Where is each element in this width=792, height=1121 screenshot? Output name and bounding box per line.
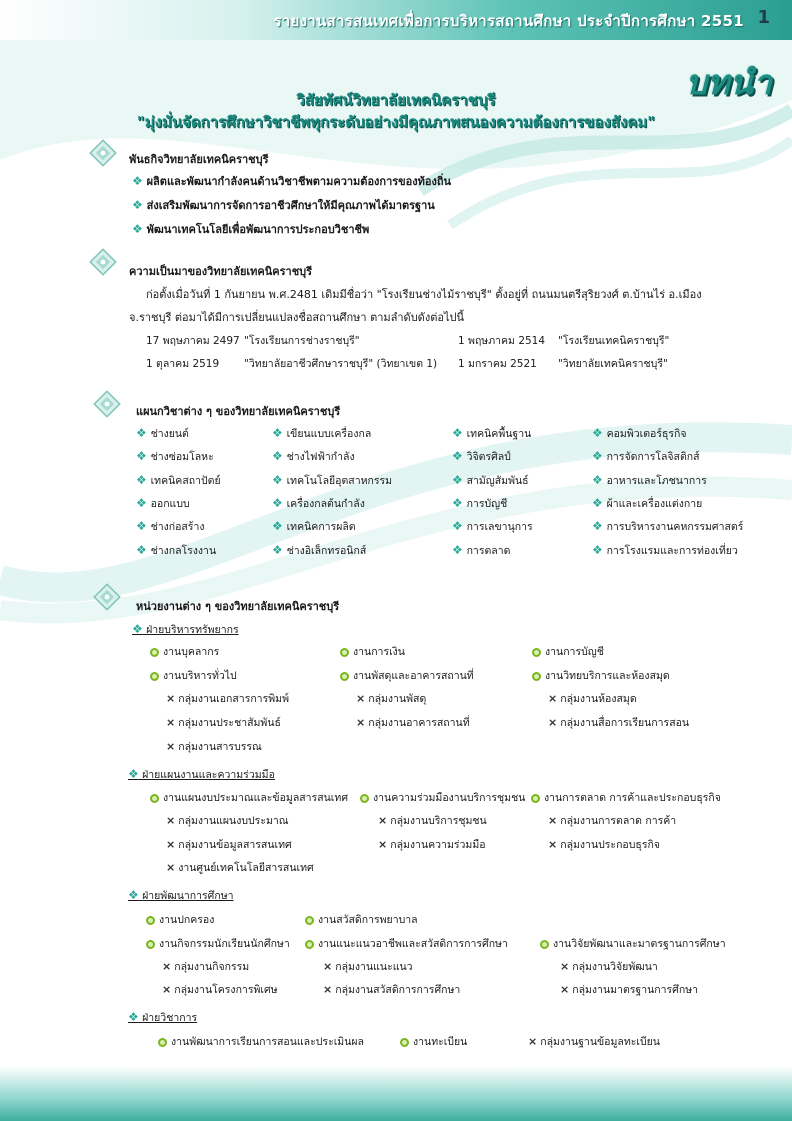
group-item: ⨯ กลุ่มงานบริการชุมชน	[378, 814, 487, 827]
diamond-bullet-icon: ❖	[592, 449, 607, 463]
ring-bullet-icon	[146, 916, 155, 925]
unit-item: งานสวัสดิการพยาบาล	[305, 911, 418, 928]
ring-bullet-icon	[531, 794, 540, 803]
timeline-date: 17 พฤษภาคม 2497	[146, 335, 240, 347]
cross-bullet-icon: ⨯	[162, 983, 172, 996]
group-item: ⨯ กลุ่มงานฐานข้อมูลทะเบียน	[528, 1035, 660, 1048]
ring-bullet-icon	[146, 940, 155, 949]
cross-bullet-icon: ⨯	[548, 716, 558, 729]
diamond-bullet-icon: ❖	[272, 519, 287, 533]
group-item: ⨯ กลุ่มงานมาตรฐานการศึกษา	[560, 983, 699, 996]
cross-bullet-icon: ⨯	[560, 983, 570, 996]
mission-item: ❖ พัฒนาเทคโนโลยีเพื่อพัฒนาการประกอบวิชาชีพ	[132, 222, 370, 236]
cross-bullet-icon: ⨯	[323, 960, 333, 973]
department-item: ❖ เครื่องกลต้นกำลัง	[272, 496, 365, 510]
group-item: ⨯ กลุ่มงานสื่อการเรียนการสอน	[548, 716, 690, 729]
department-item: ❖ เทคนิคพื้นฐาน	[452, 426, 532, 440]
division-heading: ❖ ฝ่ายแผนงานและความร่วมมือ	[128, 767, 275, 781]
ring-bullet-icon	[305, 916, 314, 925]
group-item: ⨯ กลุ่มงานกิจกรรม	[162, 960, 250, 973]
unit-item: งานการตลาด การค้าและประกอบธุรกิจ	[531, 789, 721, 806]
department-item: ❖ ออกแบบ	[136, 496, 190, 510]
timeline-name: "วิทยาลัยเทคนิคราชบุรี"	[558, 358, 668, 370]
department-item: ❖ การเลขานุการ	[452, 519, 533, 533]
history-paragraph: ก่อตั้งเมื่อวันที่ 1 กันยายน พ.ศ.2481 เดิมมีชื่อว่า "โรงเรียนช่างไม้ราชบุรี" ตั้งอยู่ที่ ถนนมนตรีสุริยวงศ์ ต.บ้านไร่ อ.เมือง	[146, 288, 702, 301]
departments-title: แผนกวิชาต่าง ๆ ของวิทยาลัยเทคนิคราชบุรี	[136, 405, 341, 418]
division-heading: ❖ ฝ่ายพัฒนาการศึกษา	[128, 888, 234, 902]
ring-bullet-icon	[532, 672, 541, 681]
diamond-bullet-icon: ❖	[592, 496, 607, 510]
unit-item: งานการเงิน	[340, 643, 405, 660]
diamond-bullet-icon: ❖	[272, 426, 287, 440]
diamond-bullet-icon: ❖	[132, 622, 143, 636]
group-item: ⨯ กลุ่มงานแนะแนว	[323, 960, 413, 973]
group-item: ⨯ กลุ่มงานโครงการพิเศษ	[162, 983, 278, 996]
diamond-bullet-icon: ❖	[452, 449, 467, 463]
mission-item: ❖ ผลิตและพัฒนากำลังคนด้านวิชาชีพตามความต้องการของท้องถิ่น	[132, 174, 452, 188]
timeline-date: 1 มกราคม 2521	[458, 358, 537, 370]
unit-item: งานปกครอง	[146, 911, 214, 928]
group-item: ⨯ กลุ่มงานความร่วมมือ	[378, 838, 486, 851]
cross-bullet-icon: ⨯	[162, 960, 172, 973]
timeline-name: "วิทยาลัยอาชีวศึกษาราชบุรี" (วิทยาเขต 1)	[244, 358, 438, 370]
cross-bullet-icon: ⨯	[356, 716, 366, 729]
unit-item: งานความร่วมมืองานบริการชุมชน	[360, 789, 525, 806]
diamond-bullet-icon: ❖	[452, 473, 467, 487]
diamond-bullet-icon: ❖	[136, 519, 151, 533]
timeline-date: 1 พฤษภาคม 2514	[458, 335, 546, 347]
department-item: ❖ คอมพิวเตอร์ธุรกิจ	[592, 426, 687, 440]
diamond-bullet-icon: ❖	[272, 543, 287, 557]
department-item: ❖ เขียนแบบเครื่องกล	[272, 426, 372, 440]
unit-item: งานแผนงบประมาณและข้อมูลสารสนเทศ	[150, 789, 348, 806]
vision-text: "มุ่งมั่นจัดการศึกษาวิชาชีพทุกระดับอย่างมีคุณภาพสนองความต้องการของสังคม"	[136, 113, 656, 131]
department-item: ❖ เทคนิคสถาปัตย์	[136, 473, 221, 487]
department-item: ❖ ช่างกลโรงงาน	[136, 543, 217, 557]
department-item: ❖ ช่างไฟฟ้ากำลัง	[272, 449, 355, 463]
unit-item: งานวิจัยพัฒนาและมาตรฐานการศึกษา	[540, 935, 726, 952]
diamond-bullet-icon: ❖	[452, 426, 467, 440]
diamond-bullet-icon: ❖	[128, 767, 139, 781]
diamond-bullet-icon: ❖	[128, 1010, 139, 1024]
footer-band	[0, 1066, 792, 1121]
diamond-emblem-icon	[92, 389, 122, 419]
cross-bullet-icon: ⨯	[378, 838, 388, 851]
group-item: ⨯ กลุ่มงานสารบรรณ	[166, 740, 262, 753]
diamond-bullet-icon: ❖	[592, 473, 607, 487]
cross-bullet-icon: ⨯	[166, 814, 176, 827]
diamond-bullet-icon: ❖	[452, 496, 467, 510]
diamond-bullet-icon: ❖	[452, 543, 467, 557]
ring-bullet-icon	[360, 794, 369, 803]
ring-bullet-icon	[532, 648, 541, 657]
group-item: ⨯ กลุ่มงานการตลาด การค้า	[548, 814, 677, 827]
group-item: ⨯ กลุ่มงานเอกสารการพิมพ์	[166, 692, 289, 705]
unit-item: งานการบัญชี	[532, 643, 604, 660]
ring-bullet-icon	[400, 1038, 409, 1047]
ring-bullet-icon	[158, 1038, 167, 1047]
cross-bullet-icon: ⨯	[548, 814, 558, 827]
group-item: ⨯ กลุ่มงานประกอบธุรกิจ	[548, 838, 660, 851]
diamond-bullet-icon: ❖	[272, 473, 287, 487]
group-item: ⨯ กลุ่มงานห้องสมุด	[548, 692, 637, 705]
department-item: ❖ ช่างยนต์	[136, 426, 189, 440]
group-item: ⨯ กลุ่มงานสวัสดิการการศึกษา	[323, 983, 461, 996]
cross-bullet-icon: ⨯	[166, 861, 176, 874]
department-item: ❖ การบัญชี	[452, 496, 508, 510]
timeline-name: "โรงเรียนการช่างราชบุรี"	[244, 335, 360, 347]
unit-item: งานบุคลากร	[150, 643, 219, 660]
ring-bullet-icon	[150, 794, 159, 803]
department-item: ❖ การตลาด	[452, 543, 511, 557]
diamond-bullet-icon: ❖	[132, 174, 143, 188]
history-title: ความเป็นมาของวิทยาลัยเทคนิคราชบุรี	[129, 265, 313, 278]
group-item: ⨯ กลุ่มงานข้อมูลสารสนเทศ	[166, 838, 292, 851]
unit-item: งานแนะแนวอาชีพและสวัสดิการการศึกษา	[305, 935, 508, 952]
department-item: ❖ การบริหารงานคหกรรมศาสตร์	[592, 519, 744, 533]
unit-item: งานวิทยบริการและห้องสมุด	[532, 667, 670, 684]
diamond-bullet-icon: ❖	[132, 222, 143, 236]
department-item: ❖ ช่างก่อสร้าง	[136, 519, 205, 533]
department-item: ❖ เทคนิคการผลิต	[272, 519, 356, 533]
cross-bullet-icon: ⨯	[166, 838, 176, 851]
ring-bullet-icon	[150, 648, 159, 657]
cross-bullet-icon: ⨯	[528, 1035, 538, 1048]
vision-title: วิสัยทัศน์วิทยาลัยเทคนิคราชบุรี	[296, 91, 496, 109]
ring-bullet-icon	[540, 940, 549, 949]
group-item: ⨯ งานศูนย์เทคโนโลยีสารสนเทศ	[166, 861, 314, 874]
diamond-emblem-icon	[88, 247, 118, 277]
diamond-bullet-icon: ❖	[592, 519, 607, 533]
cross-bullet-icon: ⨯	[323, 983, 333, 996]
cross-bullet-icon: ⨯	[166, 716, 176, 729]
diamond-bullet-icon: ❖	[128, 888, 139, 902]
ring-bullet-icon	[340, 672, 349, 681]
group-item: ⨯ กลุ่มงานวิจัยพัฒนา	[560, 960, 658, 973]
diamond-bullet-icon: ❖	[136, 426, 151, 440]
mission-title: พันธกิจวิทยาลัยเทคนิคราชบุรี	[129, 153, 269, 166]
diamond-bullet-icon: ❖	[136, 496, 151, 510]
division-heading: ❖ ฝ่ายบริหารทรัพยากร	[132, 622, 239, 636]
page-number: 1	[757, 7, 770, 28]
group-item: ⨯ กลุ่มงานประชาสัมพันธ์	[166, 716, 281, 729]
chapter-title: บทนำ	[685, 63, 772, 103]
department-item: ❖ เทคโนโลยีอุตสาหกรรม	[272, 473, 393, 487]
cross-bullet-icon: ⨯	[378, 814, 388, 827]
division-heading: ❖ ฝ่ายวิชาการ	[128, 1010, 198, 1024]
group-item: ⨯ กลุ่มงานแผนงบประมาณ	[166, 814, 289, 827]
diamond-emblem-icon	[92, 582, 122, 612]
cross-bullet-icon: ⨯	[356, 692, 366, 705]
cross-bullet-icon: ⨯	[166, 740, 176, 753]
diamond-emblem-icon	[88, 138, 118, 168]
units-title: หน่วยงานต่าง ๆ ของวิทยาลัยเทคนิคราชบุรี	[136, 600, 340, 613]
cross-bullet-icon: ⨯	[560, 960, 570, 973]
department-item: ❖ การโรงแรมและการท่องเที่ยว	[592, 543, 738, 557]
department-item: ❖ การจัดการโลจิสติกส์	[592, 449, 700, 463]
cross-bullet-icon: ⨯	[548, 692, 558, 705]
diamond-bullet-icon: ❖	[452, 519, 467, 533]
diamond-bullet-icon: ❖	[136, 543, 151, 557]
diamond-bullet-icon: ❖	[136, 473, 151, 487]
group-item: ⨯ กลุ่มงานพัสดุ	[356, 692, 427, 705]
unit-item: งานกิจกรรมนักเรียนนักศึกษา	[146, 935, 290, 952]
mission-item: ❖ ส่งเสริมพัฒนาการจัดการอาชีวศึกษาให้มีคุณภาพได้มาตรฐาน	[132, 198, 435, 212]
unit-item: งานพัสดุและอาคารสถานที่	[340, 667, 474, 684]
history-paragraph: จ.ราชบุรี ต่อมาได้มีการเปลี่ยนแปลงชื่อสถานศึกษา ตามลำดับดังต่อไปนี้	[129, 311, 464, 324]
diamond-bullet-icon: ❖	[132, 198, 143, 212]
diamond-bullet-icon: ❖	[592, 543, 607, 557]
ring-bullet-icon	[150, 672, 159, 681]
department-item: ❖ ช่างซ่อมโลหะ	[136, 449, 214, 463]
department-item: ❖ วิจิตรศิลป์	[452, 449, 511, 463]
group-item: ⨯ กลุ่มงานอาคารสถานที่	[356, 716, 470, 729]
department-item: ❖ ผ้าและเครื่องแต่งกาย	[592, 496, 703, 510]
cross-bullet-icon: ⨯	[166, 692, 176, 705]
unit-item: งานทะเบียน	[400, 1033, 467, 1050]
ring-bullet-icon	[305, 940, 314, 949]
timeline-date: 1 ตุลาคม 2519	[146, 358, 220, 370]
unit-item: งานพัฒนาการเรียนการสอนและประเมินผล	[158, 1033, 364, 1050]
diamond-bullet-icon: ❖	[592, 426, 607, 440]
department-item: ❖ สามัญสัมพันธ์	[452, 473, 529, 487]
cross-bullet-icon: ⨯	[548, 838, 558, 851]
timeline-name: "โรงเรียนเทคนิคราชบุรี"	[558, 335, 670, 347]
diamond-bullet-icon: ❖	[136, 449, 151, 463]
unit-item: งานบริหารทั่วไป	[150, 667, 237, 684]
report-title: รายงานสารสนเทศเพื่อการบริหารสถานศึกษา ประจำปีการศึกษา 2551	[273, 12, 744, 30]
diamond-bullet-icon: ❖	[272, 496, 287, 510]
department-item: ❖ ช่างอิเล็กทรอนิกส์	[272, 543, 367, 557]
ring-bullet-icon	[340, 648, 349, 657]
department-item: ❖ อาหารและโภชนาการ	[592, 473, 707, 487]
diamond-bullet-icon: ❖	[272, 449, 287, 463]
